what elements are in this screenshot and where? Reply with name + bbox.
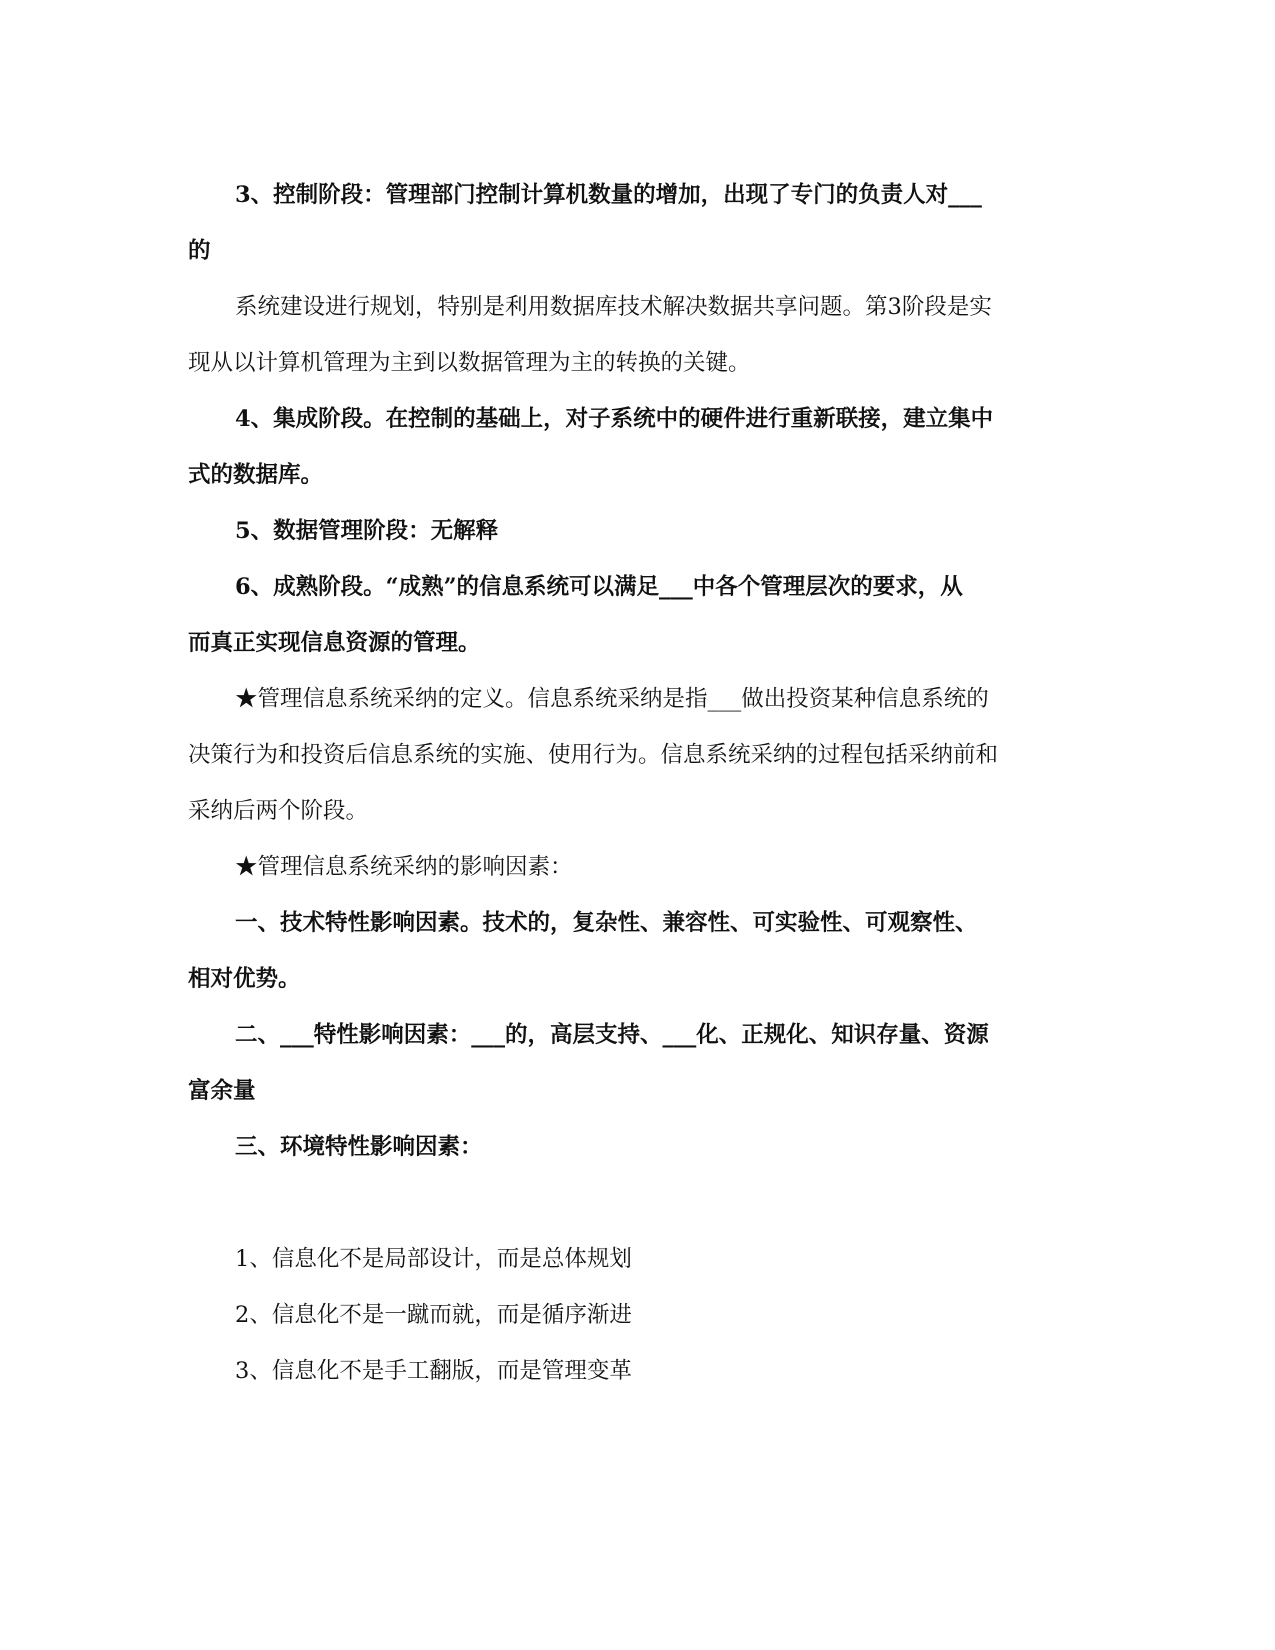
paragraph-line: 采纳后两个阶段。 bbox=[188, 798, 369, 824]
paragraph-line: 现从以计算机管理为主到以数据管理为主的转换的关键。 bbox=[188, 350, 751, 376]
paragraph-line: 系统建设进行规划，特别是利用数据库技术解决数据共享问题。第3阶段是实 bbox=[235, 294, 992, 320]
paragraph-line: 二、___特性影响因素：___的，高层支持、___化、正规化、知识存量、资源 bbox=[235, 1022, 989, 1048]
list-item: 2、信息化不是一蹴而就，而是循序渐进 bbox=[235, 1302, 632, 1328]
paragraph-line: 三、环境特性影响因素： bbox=[235, 1134, 483, 1160]
paragraph-line: 一、技术特性影响因素。技术的，复杂性、兼容性、可实验性、可观察性、 bbox=[235, 910, 978, 936]
paragraph-line: 式的数据库。 bbox=[188, 462, 324, 488]
paragraph-line: ★管理信息系统采纳的影响因素： bbox=[235, 854, 573, 880]
paragraph-line: 富余量 bbox=[188, 1078, 256, 1104]
paragraph-line: 相对优势。 bbox=[188, 966, 301, 992]
paragraph-line: 的 bbox=[188, 238, 211, 264]
paragraph-line: ★管理信息系统采纳的定义。信息系统采纳是指___做出投资某种信息系统的 bbox=[235, 686, 989, 712]
paragraph-line: 而真正实现信息资源的管理。 bbox=[188, 630, 481, 656]
paragraph-line: 6、成熟阶段。“成熟”的信息系统可以满足___中各个管理层次的要求，从 bbox=[235, 574, 963, 600]
paragraph-line: 4、集成阶段。在控制的基础上，对子系统中的硬件进行重新联接，建立集中 bbox=[235, 406, 994, 432]
paragraph-line: 3、控制阶段：管理部门控制计算机数量的增加，出现了专门的负责人对___ bbox=[235, 182, 982, 208]
list-item: 3、信息化不是手工翻版，而是管理变革 bbox=[235, 1358, 632, 1384]
list-item: 1、信息化不是局部设计，而是总体规划 bbox=[235, 1246, 632, 1272]
paragraph-line: 5、数据管理阶段：无解释 bbox=[235, 518, 499, 544]
paragraph-line: 决策行为和投资后信息系统的实施、使用行为。信息系统采纳的过程包括采纳前和 bbox=[188, 742, 999, 768]
